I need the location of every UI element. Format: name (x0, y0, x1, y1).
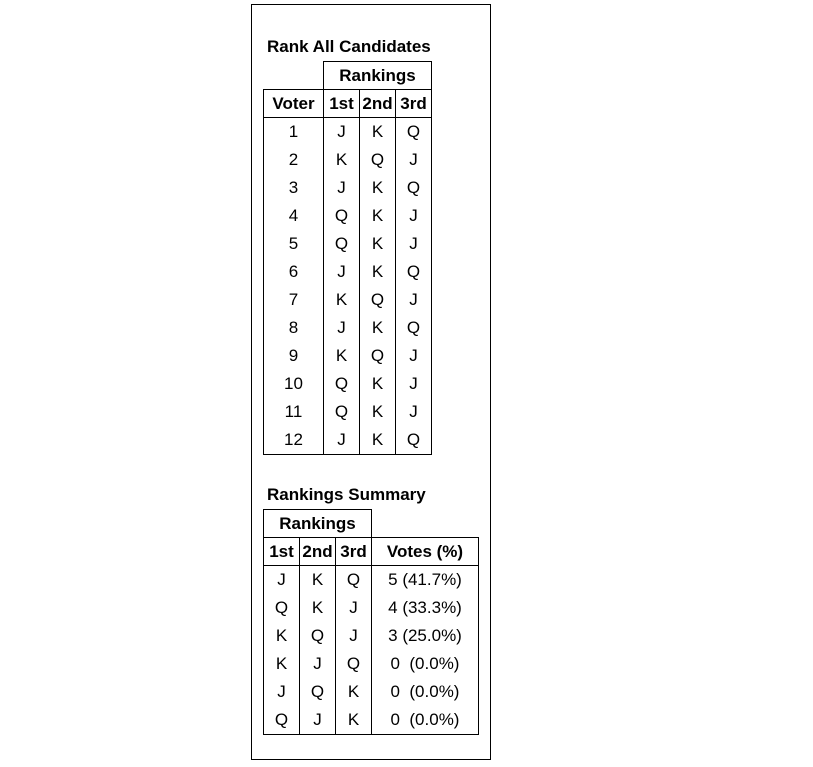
col-header-1st: 1st (324, 90, 360, 118)
voter-cell: 3 (264, 174, 324, 202)
voter-cell: 9 (264, 342, 324, 370)
group-header-rankings: Rankings (324, 62, 432, 90)
rank-3rd-cell: J (336, 594, 372, 622)
rank-3rd-cell: J (336, 622, 372, 650)
rank-2nd-cell: K (360, 174, 396, 202)
rank-3rd-cell: J (396, 202, 432, 230)
table-row (264, 146, 432, 174)
rank-3rd-cell: K (336, 706, 372, 735)
rank-2nd-cell: J (300, 650, 336, 678)
summary-row (264, 650, 479, 678)
section-title-rankings-summary: Rankings Summary (267, 485, 426, 504)
rankings-table (263, 61, 432, 455)
table-row (264, 230, 432, 258)
rank-1st-cell: Q (264, 594, 300, 622)
rank-1st-cell: J (324, 118, 360, 147)
votes-cell: 4 (33.3%) (372, 594, 479, 622)
rank-1st-cell: K (324, 286, 360, 314)
summary-row (264, 706, 479, 735)
rank-3rd-cell: Q (396, 258, 432, 286)
empty-corner-cell (372, 510, 479, 538)
rank-2nd-cell: Q (300, 622, 336, 650)
rank-2nd-cell: K (360, 258, 396, 286)
voter-cell: 8 (264, 314, 324, 342)
rank-1st-cell: K (324, 146, 360, 174)
col-header-3rd: 3rd (396, 90, 432, 118)
votes-cell: 0 (0.0%) (372, 650, 479, 678)
rank-2nd-cell: K (360, 118, 396, 147)
votes-cell: 3 (25.0%) (372, 622, 479, 650)
rank-1st-cell: Q (324, 230, 360, 258)
rank-1st-cell: J (324, 426, 360, 455)
voter-cell: 10 (264, 370, 324, 398)
rank-2nd-cell: Q (300, 678, 336, 706)
rank-3rd-cell: J (396, 230, 432, 258)
rank-1st-cell: K (264, 622, 300, 650)
table-row (264, 202, 432, 230)
voter-cell: 1 (264, 118, 324, 147)
rank-3rd-cell: Q (396, 174, 432, 202)
empty-corner-cell (264, 62, 324, 90)
voter-cell: 11 (264, 398, 324, 426)
table-row (264, 118, 432, 147)
summary-col-header-votes: Votes (%) (372, 538, 479, 566)
table-row (264, 342, 432, 370)
rank-2nd-cell: K (300, 566, 336, 595)
votes-cell: 5 (41.7%) (372, 566, 479, 595)
rank-2nd-cell: K (360, 314, 396, 342)
voter-cell: 6 (264, 258, 324, 286)
rank-3rd-cell: Q (396, 314, 432, 342)
rank-1st-cell: J (324, 258, 360, 286)
rank-1st-cell: Q (324, 398, 360, 426)
rank-2nd-cell: Q (360, 342, 396, 370)
rank-1st-cell: Q (324, 370, 360, 398)
rank-1st-cell: J (324, 314, 360, 342)
rank-2nd-cell: Q (360, 286, 396, 314)
rank-2nd-cell: J (300, 706, 336, 735)
summary-col-header-1st: 1st (264, 538, 300, 566)
table-row (264, 426, 432, 455)
col-header-voter: Voter (264, 90, 324, 118)
summary-table (263, 509, 479, 735)
summary-row (264, 594, 479, 622)
rank-3rd-cell: Q (396, 118, 432, 147)
rank-1st-cell: J (264, 678, 300, 706)
table-row (264, 258, 432, 286)
rank-1st-cell: K (264, 650, 300, 678)
rank-2nd-cell: K (360, 230, 396, 258)
rank-1st-cell: J (264, 566, 300, 595)
voter-cell: 7 (264, 286, 324, 314)
rank-2nd-cell: K (360, 202, 396, 230)
summary-row (264, 622, 479, 650)
rank-3rd-cell: J (396, 342, 432, 370)
voter-cell: 2 (264, 146, 324, 174)
table-row (264, 398, 432, 426)
rank-1st-cell: Q (264, 706, 300, 735)
summary-group-header-rankings: Rankings (264, 510, 372, 538)
summary-row (264, 678, 479, 706)
rank-3rd-cell: Q (336, 566, 372, 595)
table-row (264, 174, 432, 202)
rank-1st-cell: K (324, 342, 360, 370)
votes-cell: 0 (0.0%) (372, 678, 479, 706)
table-row (264, 286, 432, 314)
rank-2nd-cell: K (360, 370, 396, 398)
rank-3rd-cell: J (396, 146, 432, 174)
rank-2nd-cell: K (360, 398, 396, 426)
summary-col-header-2nd: 2nd (300, 538, 336, 566)
table-row (264, 370, 432, 398)
col-header-2nd: 2nd (360, 90, 396, 118)
rank-2nd-cell: K (300, 594, 336, 622)
rank-3rd-cell: Q (396, 426, 432, 455)
voter-cell: 12 (264, 426, 324, 455)
summary-col-header-3rd: 3rd (336, 538, 372, 566)
rank-3rd-cell: Q (336, 650, 372, 678)
section-title-rank-all: Rank All Candidates (267, 37, 431, 56)
rank-1st-cell: J (324, 174, 360, 202)
voter-cell: 4 (264, 202, 324, 230)
rank-2nd-cell: Q (360, 146, 396, 174)
rank-3rd-cell: J (396, 286, 432, 314)
table-row (264, 314, 432, 342)
voter-cell: 5 (264, 230, 324, 258)
rank-3rd-cell: J (396, 398, 432, 426)
votes-cell: 0 (0.0%) (372, 706, 479, 735)
summary-row (264, 566, 479, 595)
rank-3rd-cell: K (336, 678, 372, 706)
rank-3rd-cell: J (396, 370, 432, 398)
rank-2nd-cell: K (360, 426, 396, 455)
rank-1st-cell: Q (324, 202, 360, 230)
